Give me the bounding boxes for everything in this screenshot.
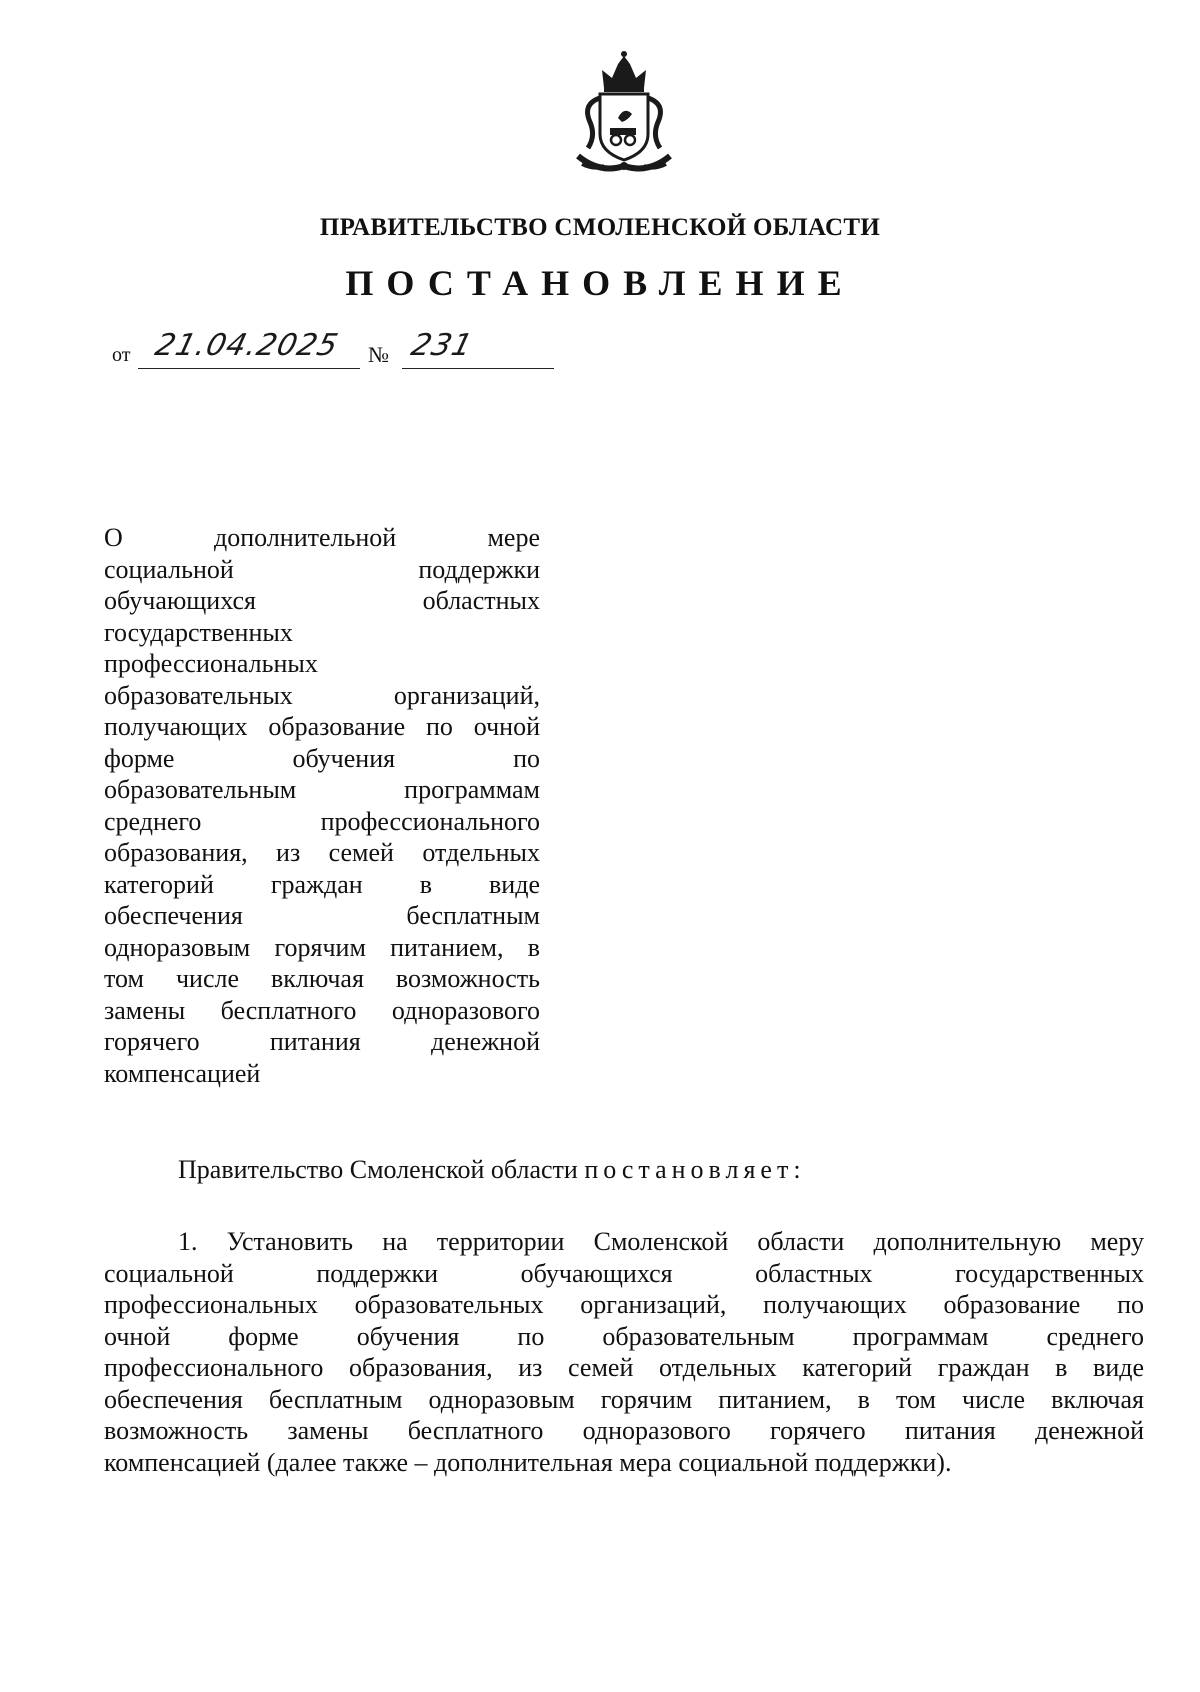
subject-line: замены бесплатного одноразового	[104, 995, 540, 1025]
registration-line	[112, 326, 612, 370]
preamble-text: Правительство Смоленской области	[178, 1155, 585, 1184]
smolensk-coat-of-arms-emblem	[560, 48, 688, 176]
paragraph-line: социальной поддержки обучающихся областных государственных	[104, 1258, 1144, 1288]
date-label: от	[112, 344, 131, 366]
subject-line: категорий граждан в виде	[104, 869, 540, 899]
subject-line: профессиональных	[104, 649, 318, 678]
subject-line: образовательным программам	[104, 775, 540, 804]
paragraph-line: профессиональных образовательных организаций, получающих образование по	[104, 1290, 1144, 1319]
subject-line: форме обучения по	[104, 743, 540, 773]
number-underline	[402, 368, 554, 369]
preamble-verb: постановляет:	[584, 1155, 806, 1184]
document-type-title: ПОСТАНОВЛЕНИЕ	[345, 263, 855, 303]
subject-line: социальной поддержки	[104, 554, 540, 584]
document-subject	[104, 522, 540, 1089]
paragraph-line: обеспечения бесплатным одноразовым горячим питанием, в том числе включая	[104, 1384, 1144, 1414]
subject-line: образовательных организаций,	[104, 680, 540, 710]
preamble	[178, 1155, 806, 1185]
subject-line: среднего профессионального	[104, 806, 540, 836]
subject-line: получающих образование по очной	[104, 712, 540, 741]
subject-line: одноразовым горячим питанием, в	[104, 932, 540, 962]
date-underline	[138, 368, 360, 369]
paragraph-line: профессионального образования, из семей отдельных категорий граждан в виде	[104, 1353, 1144, 1382]
number-label: №	[368, 342, 389, 367]
handwritten-date: 21.04.2025	[151, 328, 343, 363]
subject-line: горячего питания денежной	[104, 1027, 540, 1056]
government-title: ПРАВИТЕЛЬСТВО СМОЛЕНСКОЙ ОБЛАСТИ	[319, 214, 881, 241]
paragraph-line: возможность замены бесплатного одноразового горячего питания денежной	[104, 1416, 1144, 1445]
subject-line: образования, из семей отдельных	[104, 838, 540, 867]
paragraph-line: компенсацией (далее также – дополнительная мера социальной поддержки).	[104, 1447, 952, 1477]
paragraph-1	[104, 1226, 1144, 1478]
subject-line: компенсацией	[104, 1058, 261, 1088]
paragraph-line: 1. Установить на территории Смоленской области дополнительную меру	[178, 1227, 1144, 1256]
handwritten-number: 231	[407, 328, 477, 363]
subject-line: О дополнительной мере	[104, 523, 540, 552]
subject-line: обучающихся областных	[104, 586, 540, 615]
subject-line: обеспечения бесплатным	[104, 901, 540, 930]
subject-line: том числе включая возможность	[104, 964, 540, 993]
subject-line: государственных	[104, 617, 293, 647]
paragraph-line: очной форме обучения по образовательным программам среднего	[104, 1321, 1144, 1351]
